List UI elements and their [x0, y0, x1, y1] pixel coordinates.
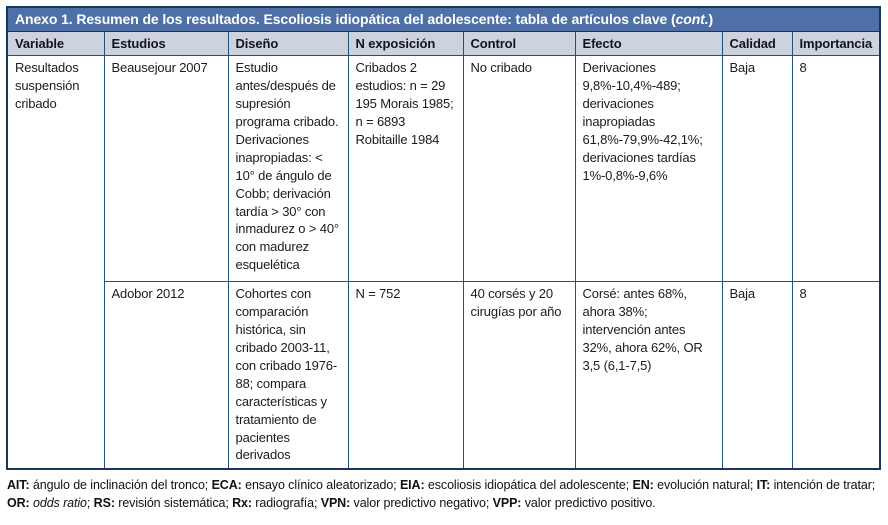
cell-n-exposicion: Cribados 2 estudios: n = 29 195 Morais 1985; n = 6893 Robitaille 1984: [348, 56, 463, 282]
table-row: [7, 282, 880, 470]
cell-diseno: Cohortes con comparación histórica, sin cribado 2003-11, con cribado 1976-88; compara características y tratamiento de pacientes derivados: [228, 282, 348, 470]
column-header-variable: Variable: [7, 32, 104, 56]
cell-estudios: Adobor 2012: [104, 282, 228, 470]
footnote-segment: intención de tratar;: [770, 478, 876, 493]
cell-calidad: Baja: [722, 56, 792, 282]
footnote-segment: radiografía;: [251, 496, 321, 511]
cell-efecto: Derivaciones 9,8%-10,4%-489; derivaciones inapropiadas 61,8%-79,9%-42,1%; derivaciones tardías 1%-0,8%-9,6%: [575, 56, 722, 282]
cell-control: 40 corsés y 20 cirugías por año: [463, 282, 575, 470]
table-title-prefix: Anexo 1. Resumen de los resultados. Escoliosis idiopática del adolescente: tabla de artículos clave (: [15, 11, 676, 27]
footnote-segment: odds ratio: [33, 496, 87, 511]
footnote-segment: VPP:: [492, 496, 522, 511]
column-header-efecto: Efecto: [575, 32, 722, 56]
footnote-segment: valor predictivo negativo;: [350, 496, 493, 511]
table-title-italic: cont.: [675, 11, 709, 27]
column-header-control: Control: [463, 32, 575, 56]
column-header-estudios: Estudios: [104, 32, 228, 56]
cell-estudios: Beausejour 2007: [104, 56, 228, 282]
footnote-segment: ángulo de inclinación del tronco;: [29, 478, 212, 493]
cell-n-exposicion: N = 752: [348, 282, 463, 470]
footnote-segment: ECA:: [211, 478, 242, 493]
table-row: [7, 56, 880, 282]
table-title-suffix: ): [708, 11, 714, 27]
table-title-row: [7, 7, 880, 32]
cell-control: No cribado: [463, 56, 575, 282]
footnote-segment: valor predictivo positivo.: [521, 496, 656, 511]
cell-efecto: Corsé: antes 68%, ahora 38%; intervención antes 32%, ahora 62%, OR 3,5 (6,1-7,5): [575, 282, 722, 470]
column-header-importancia: Importancia: [792, 32, 880, 56]
footnote-segment: revisión sistemática;: [114, 496, 233, 511]
cell-importancia: 8: [792, 282, 880, 470]
footnote-segment: Rx:: [232, 496, 252, 511]
cell-calidad: Baja: [722, 282, 792, 470]
footnote-segment: EIA:: [399, 478, 425, 493]
footnote-segment: EN:: [632, 478, 654, 493]
footnote-segment: ;: [86, 496, 94, 511]
footnote-segment: VPN:: [320, 496, 351, 511]
cell-importancia: 8: [792, 56, 880, 282]
footnote-segment: RS:: [93, 496, 115, 511]
results-table: [6, 6, 881, 470]
table-title: [7, 7, 880, 32]
footnote-segment: evolución natural;: [653, 478, 757, 493]
footnote-segment: AIT:: [7, 478, 30, 493]
column-header-n-exposicion: N exposición: [348, 32, 463, 56]
footnote: [7, 477, 881, 513]
column-header-diseno: Diseño: [228, 32, 348, 56]
footnote-segment: ensayo clínico aleatorizado;: [241, 478, 400, 493]
cell-variable: Resultados suspensión cribado: [7, 56, 104, 470]
table-header-row: [7, 32, 880, 56]
cell-diseno: Estudio antes/después de supresión programa cribado. Derivaciones inapropiadas: < 10° de ángulo de Cobb; derivación tardía > 30° con inmadurez o > 40° con madurez esquelética: [228, 56, 348, 282]
footnote-segment: IT:: [756, 478, 771, 493]
footnote-segment: escoliosis idiopática del adolescente;: [424, 478, 633, 493]
footnote-segment: OR:: [7, 496, 30, 511]
column-header-calidad: Calidad: [722, 32, 792, 56]
